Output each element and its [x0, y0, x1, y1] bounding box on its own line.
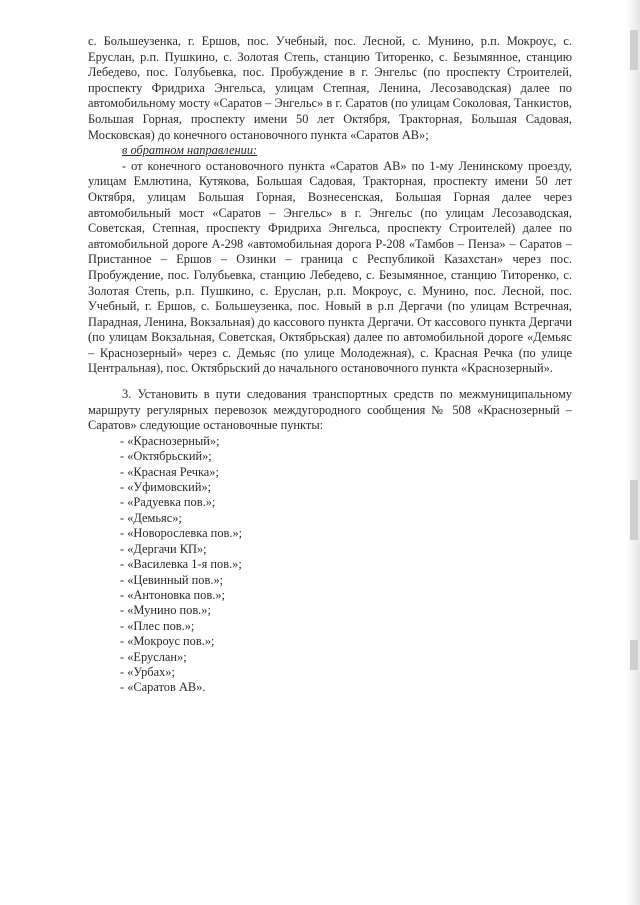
stop-item: - «Саратов АВ».	[120, 680, 206, 695]
stop-item: - «Мокроус пов.»;	[120, 634, 215, 649]
stop-item: - «Октябрьский»;	[120, 449, 212, 464]
stop-item: - «Красная Речка»;	[120, 464, 219, 479]
stop-item: - «Радуевка пов.»;	[120, 495, 216, 510]
stop-item: - «Уфимовский»;	[120, 480, 212, 495]
item-3-paragraph: 3. Установить в пути следования транспортных средств по межмуниципальному маршруту регулярных перевозок междугородного сообщения № 508 «Краснозерный – Саратов» следующие остановочные пункты:	[88, 387, 572, 433]
stop-item: - «Василевка 1-я пов.»;	[120, 557, 242, 572]
stop-item: - «Новорослевка пов.»;	[120, 526, 243, 541]
stop-item: - «Антоновка пов.»;	[120, 587, 225, 602]
reverse-direction-heading: в обратном направлении:	[122, 143, 258, 158]
stop-item: - «Плес пов.»;	[120, 618, 195, 633]
stop-item: - «Цевинный пов.»;	[120, 572, 224, 587]
scan-edge-mark	[630, 480, 638, 540]
route-forward-paragraph: с. Большеузенка, г. Ершов, пос. Учебный, пос. Лесной, с. Мунино, р.п. Мокроус, с. Еруслан, р.п. Пушкино, с. Золотая Степь, станцию Титоренко, с. Безымянное, станцию Лебедево, пос. Голубьевка, пос. Пробуждение в г. Энгельс (по проспекту Строителей, проспекту Фридриха Энгельса, улицам Степная, Ленина, Лесозаводская) далее по автомобильному мосту «Саратов – Энгельс» в г. Саратов (по улицам Соколовая, Танкистов, Большая Горная, проспекту имени 50 лет Октября, Тракторная, Большая Садовая, Московская) до конечного остановочного пункта «Саратов АВ»;	[88, 34, 572, 142]
document-body	[88, 34, 572, 696]
scan-edge-mark	[630, 30, 638, 70]
stop-item: - «Дергачи КП»;	[120, 541, 207, 556]
stop-item: - «Еруслан»;	[120, 649, 187, 664]
stop-item: - «Урбах»;	[120, 664, 175, 679]
stop-item: - «Мунино пов.»;	[120, 603, 211, 618]
route-reverse-paragraph: - от конечного остановочного пункта «Саратов АВ» по 1-му Ленинскому проезду, улицам Емлютина, Кутякова, Большая Садовая, Тракторная, проспекту имени 50 лет Октября, улицам Большая Горная, Вознесенская, Большая Горная далее через автомобильный мост «Саратов – Энгельс» в г. Энгельс (по улицам Лесозаводская, Советская, Степная, проспекту Фридриха Энгельса, проспекту Строителей) далее по автомобильной дороге А-298 «автомобильная дорога Р-208 «Тамбов – Пенза» – Саратов – Пристанное – Ершов – Озинки – граница с Республикой Казахстан» через пос. Пробуждение, пос. Голубьевка, станцию Лебедево, с. Безымянное, станцию Титоренко, с. Золотая Степь, р.п. Пушкино, с. Еруслан, р.п. Мокроус, с. Мунино, пос. Лесной, пос. Учебный, г. Ершов, с. Большеузенка, пос. Новый в р.п Дергачи (по улицам Встречная, Парадная, Ленина, Вокзальная) до кассового пункта Дергачи. От кассового пункта Дергачи (по улицам Вокзальная, Советская, Октябрьская) далее по автомобильной дороге «Демьяс – Краснозерный» через с. Демьяс (по улице Молодежная), с. Красная Речка (по улице Центральная), пос. Октябрьский до начального остановочного пункта «Краснозерный».	[88, 158, 572, 376]
stop-item: - «Демьяс»;	[120, 510, 182, 525]
stops-list	[88, 434, 572, 696]
scan-edge-mark	[630, 640, 638, 670]
stop-item: - «Краснозерный»;	[120, 433, 220, 448]
scan-edge-shadow	[626, 0, 640, 905]
